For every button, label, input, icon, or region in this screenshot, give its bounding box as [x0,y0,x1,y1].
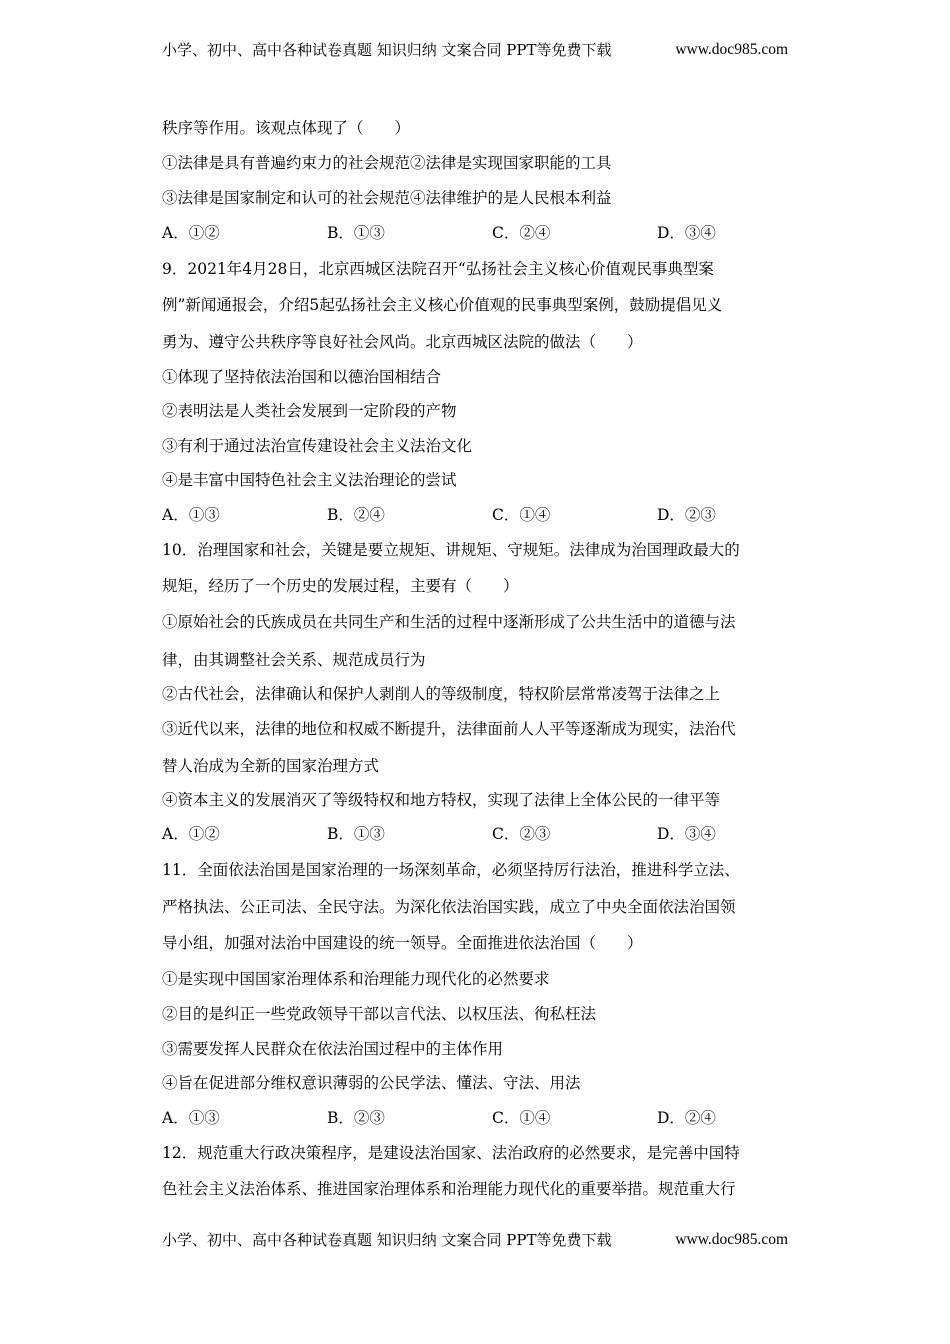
q10-line-1: 10．治理国家和社会，关键是要立规矩、讲规矩、守规矩。法律成为治国理政最大的 [162,541,740,559]
q11-line-1: 11．全面依法治国是国家治理的一场深刻革命，必须坚持厉行法治，推进科学立法、 [162,861,740,879]
q9-statement-4: ④是丰富中国特色社会主义法治理论的尝试 [162,471,457,489]
q12-line-1: 12．规范重大行政决策程序，是建设法治国家、法治政府的必然要求，是完善中国特 [162,1144,740,1162]
q9-option-b: B．②④ [327,506,385,524]
q9-line-1: 9．2021年4月28日，北京西城区法院召开“弘扬社会主义核心价值观民事典型案 [162,260,714,278]
q12-line-2: 色社会主义法治体系、推进国家治理体系和治理能力现代化的重要举措。规范重大行 [162,1180,736,1198]
q10-option-b: B．①③ [327,825,385,843]
q10-statement-1b: 律，由其调整社会关系、规范成员行为 [162,651,426,669]
q9-statement-3: ③有利于通过法治宣传建设社会主义法治文化 [162,437,473,455]
q9-line-2: 例”新闻通报会，介绍5起弘扬社会主义核心价值观的民事典型案例，鼓励提倡见义 [162,296,723,314]
page-header [162,38,788,62]
q10-option-c: C．②③ [492,825,551,843]
q10-statement-1a: ①原始社会的氏族成员在共同生产和生活的过程中逐渐形成了公共生活中的道德与法 [162,613,736,631]
q8-options [162,221,784,245]
q10-line-2: 规矩，经历了一个历史的发展过程，主要有（ ） [162,577,519,595]
q8-line-1: 秩序等作用。该观点体现了（ ） [162,119,411,137]
q11-option-b: B．②③ [327,1109,385,1127]
q10-options [162,822,784,846]
q11-option-d: D．②④ [657,1109,716,1127]
q10-option-d: D．③④ [657,825,716,843]
q11-options [162,1106,784,1130]
q9-option-d: D．②③ [657,506,716,524]
q11-statement-2: ②目的是纠正一些党政领导干部以言代法、以权压法、徇私枉法 [162,1005,597,1023]
q10-statement-3a: ③近代以来，法律的地位和权威不断提升，法律面前人人平等逐渐成为现实，法治代 [162,720,736,738]
q9-line-3: 勇为、遵守公共秩序等良好社会风尚。北京西城区法院的做法（ ） [162,333,643,351]
q11-option-c: C．①④ [492,1109,551,1127]
q9-options [162,503,784,527]
q8-line-2: ①法律是具有普遍约束力的社会规范②法律是实现国家职能的工具 [162,154,612,172]
q11-line-2: 严格执法、公正司法、全民守法。为深化依法治国实践，成立了中央全面依法治国领 [162,898,736,916]
footer-url: www.doc985.com [675,1231,788,1248]
footer-text: 小学、初中、高中各种试卷真题 知识归纳 文案合同 PPT等免费下载 [162,1231,612,1249]
q10-statement-4: ④资本主义的发展消灭了等级特权和地方特权，实现了法律上全体公民的一律平等 [162,791,721,809]
q10-statement-2: ②古代社会，法律确认和保护人剥削人的等级制度，特权阶层常常凌驾于法律之上 [162,685,721,703]
header-text: 小学、初中、高中各种试卷真题 知识归纳 文案合同 PPT等免费下载 [162,41,612,59]
q11-option-a: A．①③ [162,1109,220,1127]
q11-statement-4: ④旨在促进部分维权意识薄弱的公民学法、懂法、守法、用法 [162,1074,581,1092]
q9-option-c: C．①④ [492,506,551,524]
page-footer [162,1228,788,1252]
q9-statement-1: ①体现了坚持依法治国和以德治国相结合 [162,368,442,386]
q11-line-3: 导小组，加强对法治中国建设的统一领导。全面推进依法治国（ ） [162,934,643,952]
q9-option-a: A．①③ [162,506,220,524]
q8-option-c: C．②④ [492,224,551,242]
q8-option-b: B．①③ [327,224,385,242]
q8-option-a: A．①② [162,224,220,242]
q10-option-a: A．①② [162,825,220,843]
q11-statement-3: ③需要发挥人民群众在依法治国过程中的主体作用 [162,1040,504,1058]
q8-line-3: ③法律是国家制定和认可的社会规范④法律维护的是人民根本利益 [162,189,612,207]
header-url: www.doc985.com [675,41,788,58]
q8-option-d: D．③④ [657,224,716,242]
q10-statement-3b: 替人治成为全新的国家治理方式 [162,757,380,775]
q9-statement-2: ②表明法是人类社会发展到一定阶段的产物 [162,402,457,420]
q11-statement-1: ①是实现中国国家治理体系和治理能力现代化的必然要求 [162,970,550,988]
